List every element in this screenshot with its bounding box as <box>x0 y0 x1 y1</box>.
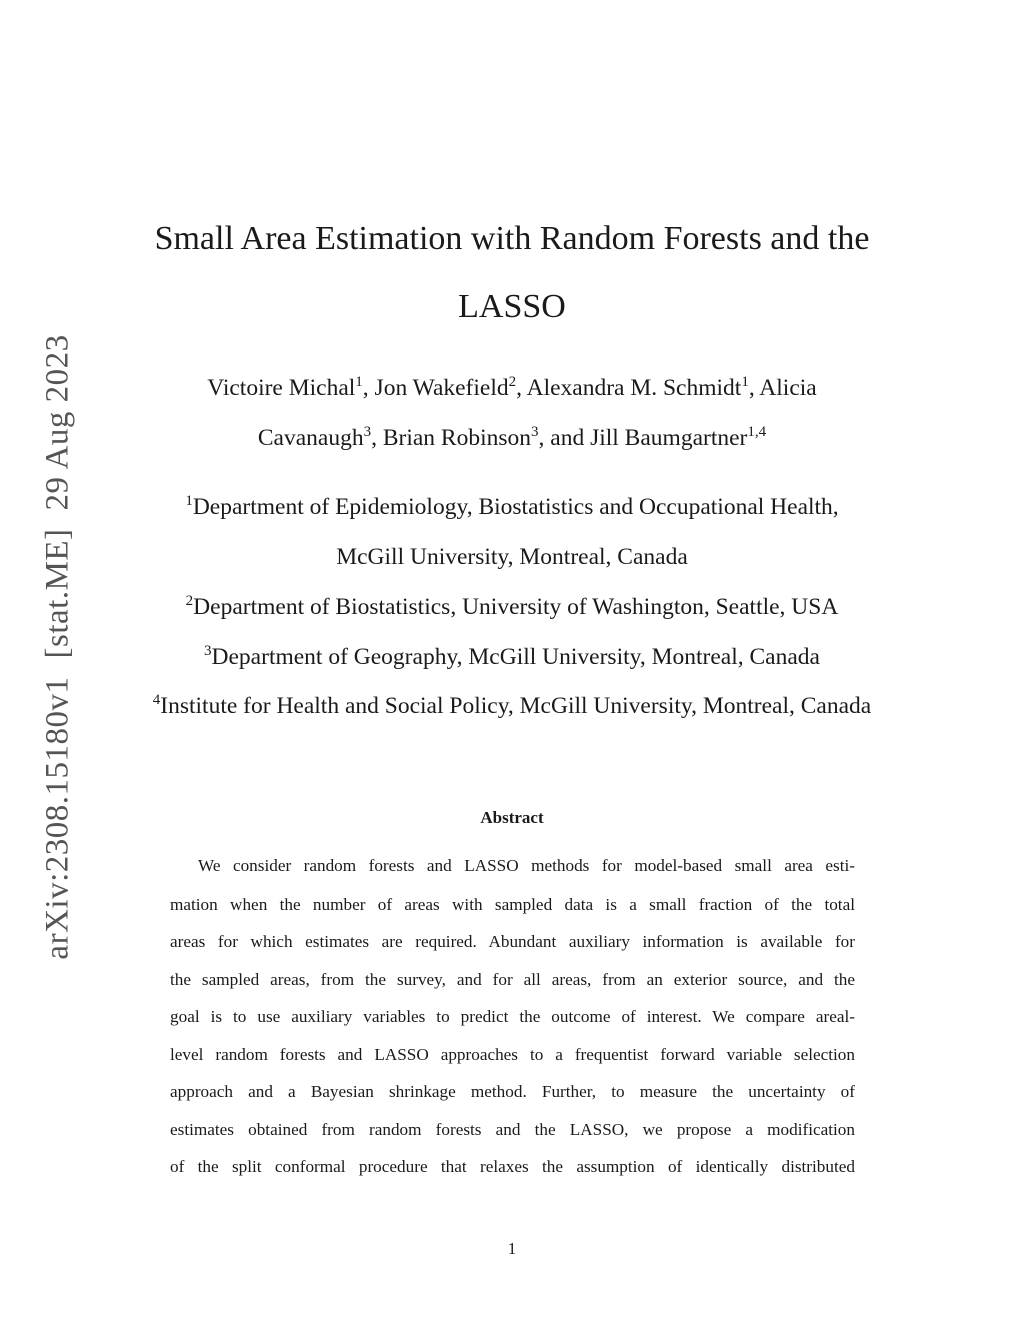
affiliation-mark: 1 <box>185 493 193 509</box>
affiliation-text: Department of Epidemiology, Biostatistics and Occupational Health, <box>192 494 839 520</box>
author-conjunction: and <box>550 425 585 451</box>
arxiv-id: arXiv:2308.15180v1 <box>39 676 76 960</box>
author-affiliation-mark: 2 <box>508 374 517 390</box>
affiliation-text: Department of Biostatistics, University of Washington, Seattle, USA <box>193 594 839 620</box>
abstract-line: estimates obtained from random forests and the LASSO, we propose a modification <box>170 1120 855 1139</box>
author-name: Victoire Michal <box>207 375 356 401</box>
author-name: Brian Robinson <box>382 425 532 451</box>
affiliation-text: Department of Geography, McGill University, Montreal, Canada <box>211 644 820 670</box>
affiliation-mark: 3 <box>204 643 212 659</box>
abstract-line: goal is to use auxiliary variables to predict the outcome of interest. We compare areal- <box>170 1007 855 1026</box>
abstract-line: level random forests and LASSO approaches to a frequentist forward variable selection <box>170 1045 855 1064</box>
paper-title-line-2: LASSO <box>458 288 566 325</box>
affiliation-text: Institute for Health and Social Policy, McGill University, Montreal, Canada <box>160 693 872 719</box>
abstract-line: approach and a Bayesian shrinkage method. Further, to measure the uncertainty of <box>170 1082 855 1101</box>
affiliation-3 <box>0 643 1024 670</box>
abstract-heading: Abstract <box>480 808 544 827</box>
author-name: Jill Baumgartner <box>590 425 748 451</box>
author-name: Jon Wakefield <box>374 375 509 401</box>
abstract-line: the sampled areas, from the survey, and for all areas, from an exterior source, and the <box>170 970 855 989</box>
affiliation-1-continued <box>0 546 1024 570</box>
page-number: 1 <box>507 1239 517 1258</box>
author-affiliation-mark: 3 <box>531 424 539 440</box>
author-affiliation-mark: 3 <box>363 424 372 440</box>
author-line-1: Victoire Michal$^1$, Jon Wakefield$^2$, Alexandra M. Schmidt$^1$, Alicia <box>207 374 817 401</box>
paper-title-line-1: Small Area Estimation with Random Forests and the <box>154 220 870 257</box>
author-affiliation-mark: 1,4 <box>747 424 767 440</box>
affiliation-text: McGill University, Montreal, Canada <box>336 544 688 570</box>
affiliation-1 <box>0 493 1024 520</box>
affiliation-mark: 2 <box>185 593 194 609</box>
arxiv-category: [stat.ME] <box>39 528 76 659</box>
author-first-name: Alicia <box>759 375 817 401</box>
author-line-2: Cavanaugh$^3$, Brian Robinson$^3$, and Jill Baumgartner$^{1,4}$ <box>257 424 767 451</box>
affiliation-mark: 4 <box>152 692 161 708</box>
abstract-line: of the split conformal procedure that relaxes the assumption of identically distributed <box>170 1157 855 1176</box>
arxiv-date: 29 Aug 2023 <box>39 334 76 511</box>
affiliation-2 <box>0 593 1024 620</box>
author-name: Alexandra M. Schmidt <box>526 375 742 401</box>
affiliation-4 <box>0 692 1024 719</box>
abstract-line: mation when the number of areas with sampled data is a small fraction of the total <box>170 895 855 914</box>
author-last-name: Cavanaugh <box>257 425 364 451</box>
author-affiliation-mark: 1 <box>355 374 363 390</box>
author-affiliation-mark: 1 <box>741 374 749 390</box>
abstract-line: areas for which estimates are required. Abundant auxiliary information is available for <box>170 932 855 951</box>
abstract-line: We consider random forests and LASSO methods for model-based small area esti- <box>198 856 855 875</box>
